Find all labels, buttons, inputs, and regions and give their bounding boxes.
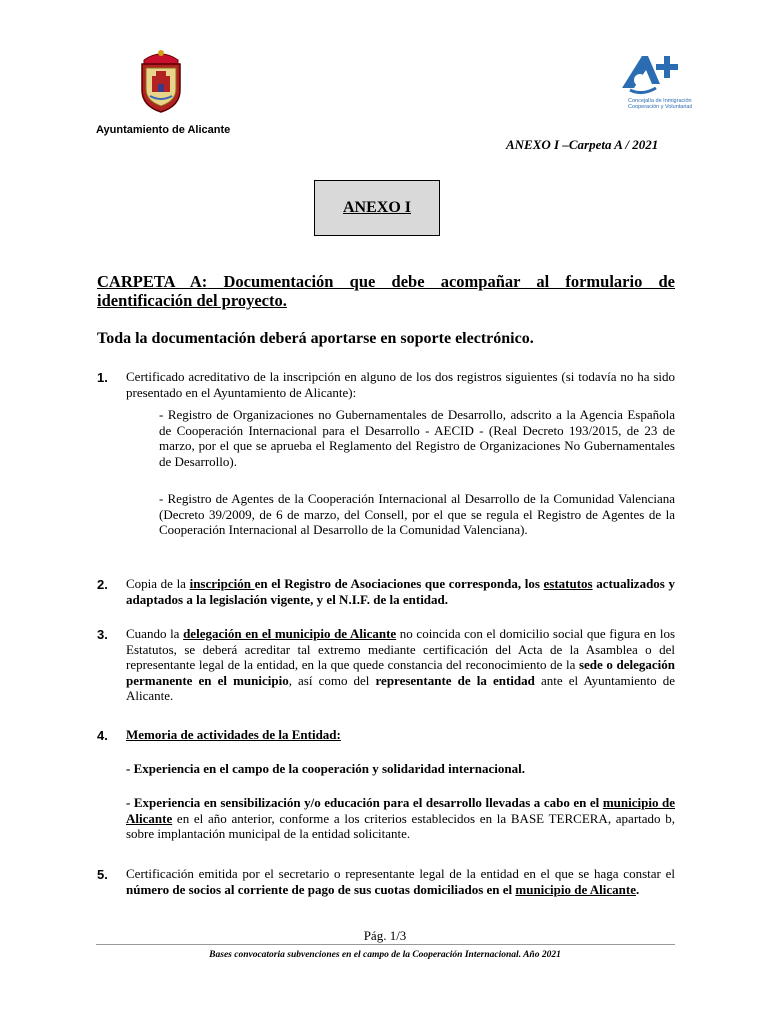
item-2-number: 2.: [97, 577, 108, 592]
logo-text-line-2: Cooperación y Voluntariado: [628, 104, 692, 110]
item-3-part-1: Cuando la: [126, 626, 184, 641]
item-1-registry-valencia: - Registro de Agentes de la Cooperación Internacional al Desarrollo de la Comunidad Valenciana (Decreto 39/2009, de 6 de marzo, del Consell, por el que se regula el Registro de Agentes de la Cooperación Internacional al Desarrollo de la Comunidad Valenciana).: [159, 491, 675, 538]
folder-label: CARPETA A:: [97, 272, 208, 291]
item-5-members: número de socios al corriente de pago de sus cuotas domiciliados en el: [126, 881, 516, 897]
item-3-text: [126, 626, 675, 704]
item-2-part-1: Copia de la: [126, 576, 190, 591]
folder-title: [97, 272, 675, 310]
item-4-line2-part-3: en el año anterior, conforme a los criterios establecidos en la BASE TERCERA, apartado b, sobre implantación municipal de la entidad solicitante.: [126, 810, 675, 842]
item-3-part-7: ante el Ayuntamiento de Alicante.: [126, 672, 675, 704]
item-1-text: Certificado acreditativo de la inscripción en alguno de los dos registros siguientes (si todavía no ha sido presentado en el Ayuntamiento de Alicante):: [126, 369, 675, 400]
item-2-statutes: estatutos: [543, 576, 593, 591]
item-3-part-3: no coincida con el domicilio social que figura en los Estatutos, se deberá acreditar tal extremo mediante certificación del Acta de la Asamblea o del representante legal de la entidad, en la que quede constancia del reconocimiento de la: [126, 626, 675, 673]
item-4-heading: Memoria de actividades de la Entidad:: [126, 727, 341, 742]
item-3-permanent-seat: sede o delegación permanente en el municipio: [126, 657, 675, 688]
item-1-registry-ongd: - Registro de Organizaciones no Gubernamentales de Desarrollo, adscrito a la Agencia Española de Cooperación Internacional para el Desarrollo - AECID - (Real Decreto 193/2015, de 23 de marzo, por el que se aprueba el Reglamento del Registro de Organizaciones No Gubernamentales de Desarrollo).: [159, 407, 675, 469]
item-2-part-5: actualizados y adaptados a la legislación vigente, y el N.I.F. de la entidad.: [126, 576, 675, 607]
item-4-experience-awareness: [126, 795, 675, 842]
item-5-number: 5.: [97, 867, 108, 882]
logo-text-line-1: Concejalía de Inmigración,: [628, 98, 692, 104]
item-4-experience-cooperation: - Experiencia en el campo de la cooperación y solidaridad internacional.: [126, 761, 526, 776]
page-number: Pág. 1/3: [363, 928, 407, 943]
annex-reference: ANEXO I –Carpeta A / 2021: [506, 137, 659, 152]
item-3-representative: representante de la entidad: [375, 672, 535, 688]
item-3-part-5: , así como del: [288, 672, 376, 688]
item-2-text: [126, 576, 675, 607]
cooperation-council-logo: [612, 50, 692, 114]
item-5-municipality: municipio de Alicante: [515, 881, 637, 897]
item-3-number: 3.: [97, 627, 108, 642]
item-5-part-4: .: [636, 881, 640, 897]
folder-title-text: Documentación que debe acompañar al formulario de identificación del proyecto.: [97, 272, 675, 310]
footer-divider: [96, 944, 675, 945]
item-2-inscription: inscripción: [189, 576, 255, 591]
item-4-line2-part-1: - Experiencia en sensibilización y/o educación para el desarrollo llevadas a cabo en el: [126, 795, 603, 810]
item-2-part-3: en el Registro de Asociaciones que corresponda, los: [254, 576, 544, 591]
item-5-part-1: Certificación emitida por el secretario o representante legal de la entidad en el que se haga constar el: [126, 866, 675, 881]
annex-title: ANEXO I: [342, 199, 411, 216]
electronic-format-note: Toda la documentación deberá aportarse en soporte electrónico.: [97, 330, 534, 347]
coat-of-arms-logo: [138, 46, 184, 116]
item-5-text: [126, 866, 675, 897]
item-4-municipality: municipio de Alicante: [126, 795, 675, 826]
item-3-delegation: delegación en el municipio de Alicante: [183, 626, 397, 641]
annex-title-box: [314, 180, 440, 236]
item-4-number: 4.: [97, 728, 108, 743]
item-1-number: 1.: [97, 370, 108, 385]
footer-text: Bases convocatoria subvenciones en el campo de la Cooperación Internacional. Año 2021: [209, 950, 561, 960]
city-council-label: Ayuntamiento de Alicante: [96, 124, 231, 136]
